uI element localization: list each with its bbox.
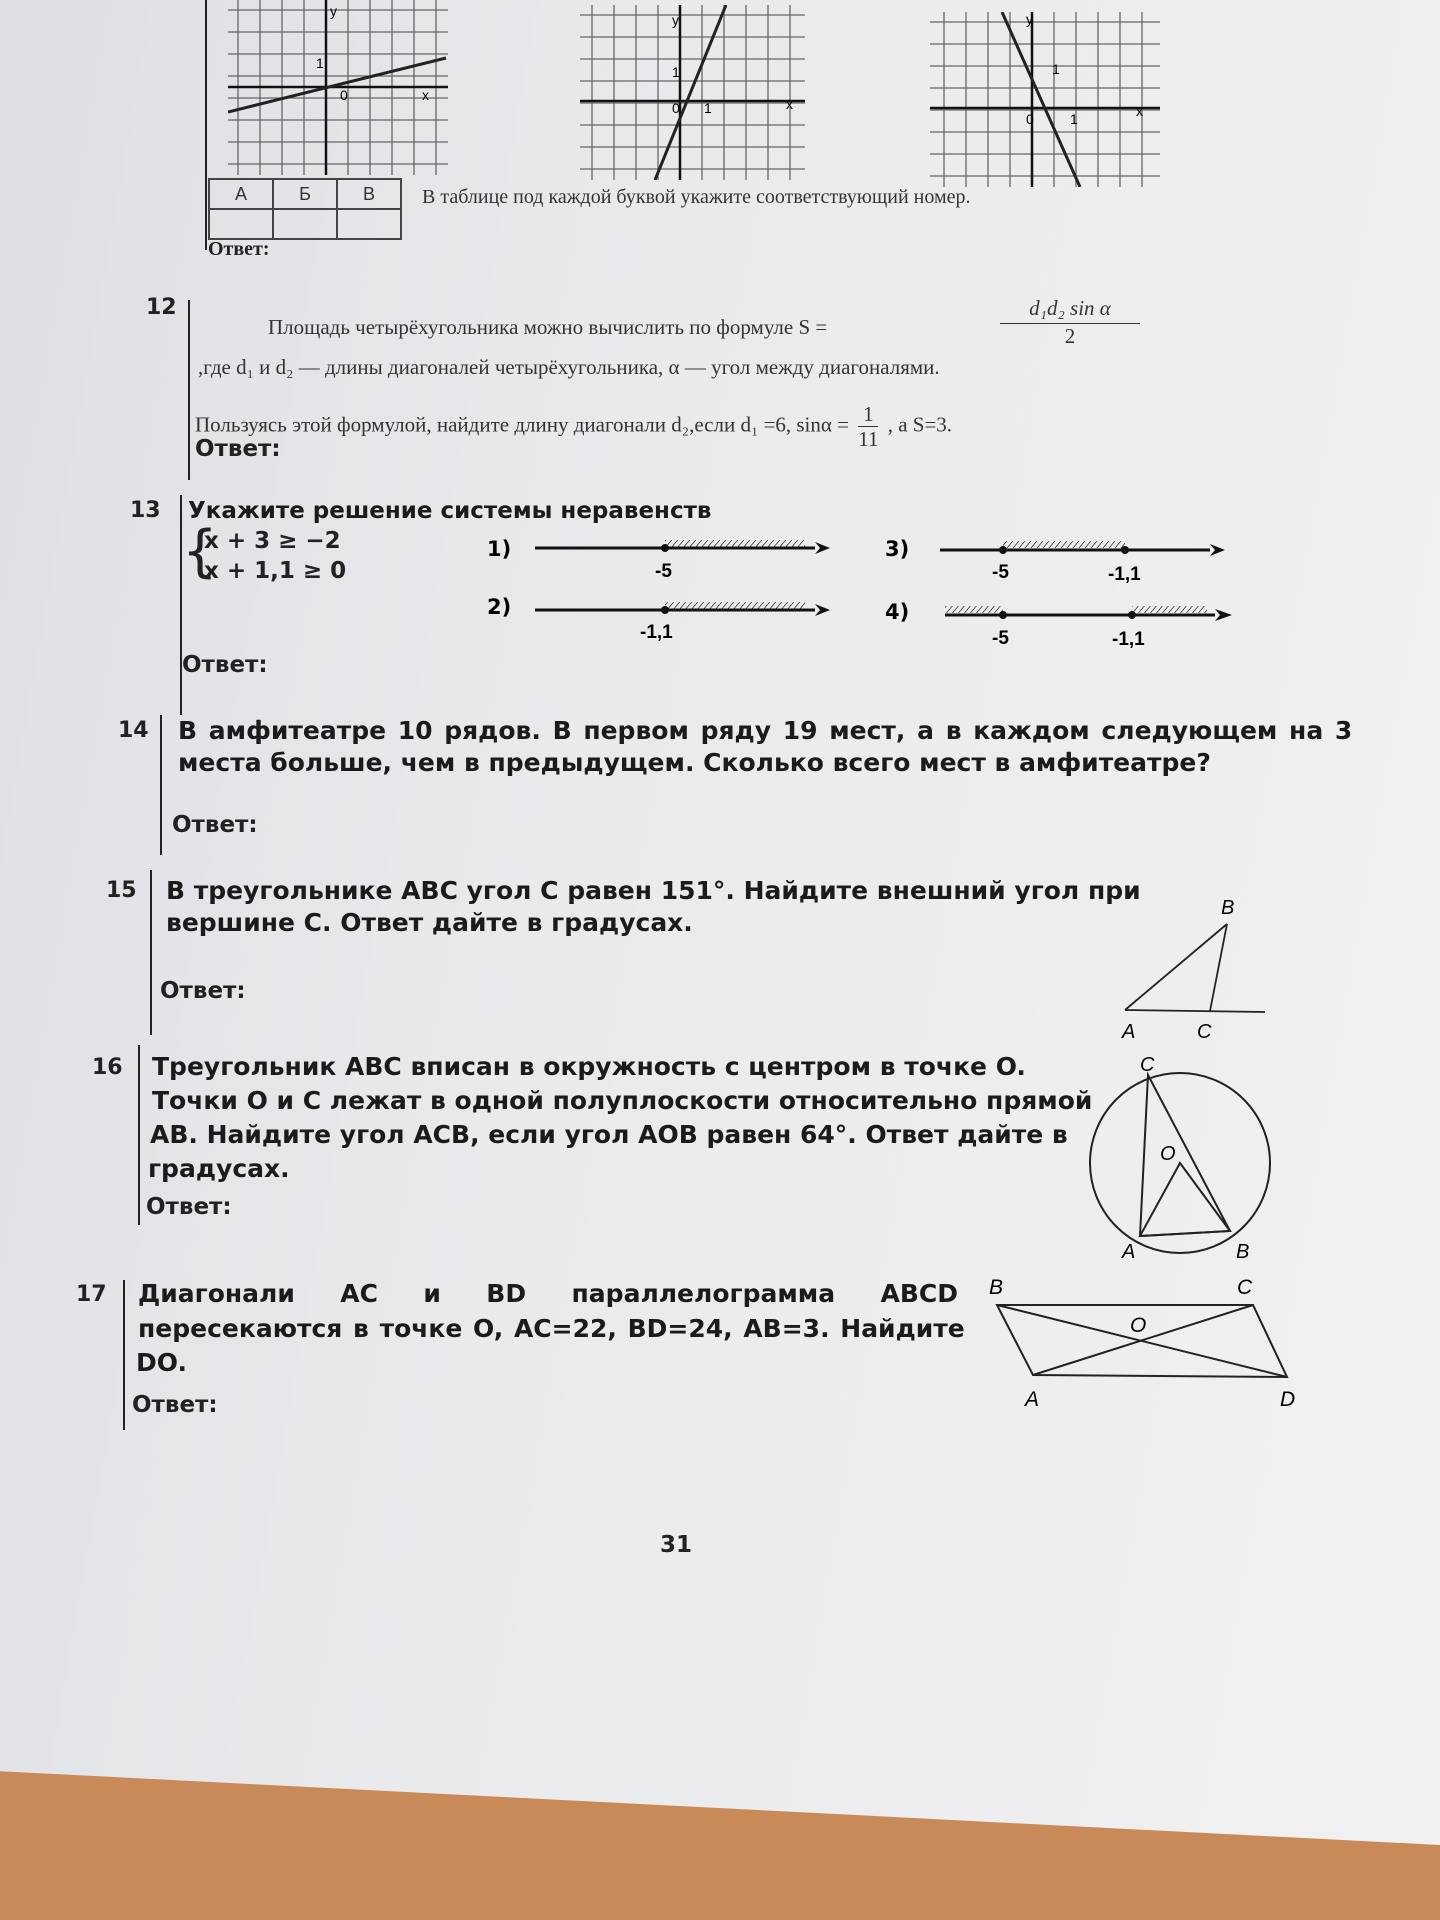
svg-text:B: B: [1236, 1241, 1250, 1263]
q16-line2: Точки O и C лежат в одной полуплоскости относительно прямой: [152, 1086, 1093, 1115]
q13-option-3-label[interactable]: 3): [885, 537, 910, 561]
svg-text:C: C: [1140, 1054, 1155, 1076]
q15-answer-label: Ответ:: [160, 978, 246, 1004]
q12-formula-num: d₁d₂ sin α: [1000, 296, 1140, 324]
svg-text:y: y: [1026, 12, 1033, 27]
q14-answer-label: Ответ:: [172, 812, 258, 838]
svg-text:x: x: [422, 87, 429, 103]
margin-line-12: [188, 300, 190, 480]
q15-line2: вершине C. Ответ дайте в градусах.: [166, 908, 693, 937]
svg-text:-5: -5: [655, 561, 672, 582]
q13-brace: {: [182, 519, 218, 584]
svg-text:1: 1: [1070, 111, 1078, 127]
svg-text:-1,1: -1,1: [640, 622, 673, 643]
svg-text:B: B: [989, 1276, 1004, 1299]
q16-circle-figure: [1080, 1048, 1280, 1268]
q12-line1: Площадь четырёхугольника можно вычислить по формуле S =: [268, 315, 828, 339]
table-cell-v[interactable]: [337, 209, 401, 239]
q13-answer-label: Ответ:: [182, 652, 268, 678]
q12-line3-b: , а S=3.: [887, 412, 953, 437]
svg-text:A: A: [1025, 1388, 1040, 1411]
q13-option-2-label[interactable]: 2): [487, 595, 512, 619]
q11-answer-label: Ответ:: [208, 238, 270, 260]
q14-line1: В амфитеатре 10 рядов. В первом ряду 19 мест, а в каждом следующем на 3: [178, 716, 1353, 745]
q16-answer-label: Ответ:: [146, 1194, 232, 1220]
svg-text:1: 1: [704, 100, 712, 116]
margin-line-top: [205, 0, 207, 250]
q15-line1: В треугольнике ABC угол C равен 151°. Найдите внешний угол при: [166, 876, 1141, 905]
q13-system-line1: x + 3 ≥ −2: [204, 528, 341, 554]
q12-answer-label: Ответ:: [195, 436, 281, 462]
svg-text:0: 0: [340, 87, 348, 103]
q17-answer-label: Ответ:: [132, 1392, 218, 1418]
svg-text:-1,1: -1,1: [1108, 564, 1141, 585]
svg-text:C: C: [1197, 1021, 1212, 1043]
svg-text:1: 1: [316, 55, 324, 71]
q14-number: 14: [118, 718, 149, 743]
svg-text:-5: -5: [992, 628, 1009, 649]
q17-parallelogram-figure: [985, 1272, 1315, 1422]
graph-a: [228, 0, 448, 175]
q16-number: 16: [92, 1055, 123, 1080]
q12-formula: [1000, 296, 1140, 349]
q16-line4: градусах.: [148, 1154, 290, 1183]
q11-instruction: В таблице под каждой буквой укажите соответствующий номер.: [422, 186, 971, 208]
q12-frac-num: 1: [858, 402, 878, 427]
table-header-a: А: [209, 179, 273, 209]
numberline-3: [940, 541, 1225, 585]
svg-text:y: y: [672, 12, 679, 28]
page-number: 31: [660, 1532, 693, 1558]
q13-option-1-label[interactable]: 1): [487, 537, 512, 561]
numberline-1: [535, 540, 830, 582]
table-cell-b[interactable]: [273, 209, 337, 239]
q14-line2: места больше, чем в предыдущем. Сколько всего мест в амфитеатре?: [178, 748, 1211, 777]
q17-line2: пересекаются в точке O, AC=22, BD=24, AB=3. Найдите: [138, 1314, 965, 1343]
graph-c: [930, 12, 1160, 187]
svg-text:-5: -5: [992, 562, 1009, 583]
q15-number: 15: [106, 878, 137, 903]
q13-text: Укажите решение системы неравенств: [188, 498, 712, 524]
q12-line3-a: Пользуясь этой формулой, найдите длину диагонали d₂,если d₁ =6, sinα =: [195, 412, 849, 437]
q13-numberlines: [520, 520, 1240, 655]
svg-text:x: x: [786, 96, 793, 112]
svg-text:-1,1: -1,1: [1112, 629, 1145, 650]
q12-number: 12: [146, 295, 177, 320]
svg-text:1: 1: [672, 64, 680, 80]
q16-line3: AB. Найдите угол ACB, если угол AOB равен 64°. Ответ дайте в: [150, 1120, 1068, 1149]
table-header-b: Б: [273, 179, 337, 209]
table-header-v: В: [337, 179, 401, 209]
q16-line1: Треугольник ABC вписан в окружность с центром в точке O.: [152, 1052, 1026, 1081]
q12-formula-den: 2: [1064, 324, 1076, 348]
q13-system: [182, 519, 347, 586]
q12-fraction: [858, 402, 878, 451]
q12-frac-den: 11: [858, 427, 879, 451]
margin-line-15: [150, 870, 152, 1035]
svg-text:C: C: [1237, 1276, 1253, 1299]
q17-number: 17: [76, 1282, 107, 1307]
svg-text:A: A: [1122, 1021, 1136, 1043]
svg-text:O: O: [1160, 1143, 1176, 1165]
svg-text:0: 0: [1026, 111, 1034, 127]
svg-text:A: A: [1122, 1241, 1136, 1263]
numberline-4: [945, 606, 1232, 650]
svg-text:y: y: [330, 3, 337, 19]
margin-line-17: [123, 1280, 125, 1430]
q12-line3: [195, 402, 952, 451]
numberline-2: [535, 602, 830, 643]
svg-text:O: O: [1130, 1314, 1147, 1337]
margin-line-16: [138, 1045, 140, 1225]
svg-text:B: B: [1221, 897, 1235, 919]
svg-text:D: D: [1280, 1388, 1296, 1411]
graph-b: [580, 5, 805, 180]
q17-line1: Диагонали AC и BD параллелограмма ABCD: [138, 1279, 958, 1308]
q15-triangle-figure: [1105, 890, 1275, 1045]
q13-number: 13: [130, 498, 161, 523]
table-cell-a[interactable]: [209, 209, 273, 239]
q13-system-line2: x + 1,1 ≥ 0: [204, 558, 347, 584]
svg-text:x: x: [1136, 103, 1143, 119]
svg-text:0: 0: [672, 100, 680, 116]
q13-option-4-label[interactable]: 4): [885, 600, 910, 624]
svg-text:1: 1: [1052, 61, 1060, 77]
q17-line3: DO.: [136, 1348, 187, 1377]
q12-line2: ,где d₁ и d₂ — длины диагоналей четырёхугольника, α — угол между диагоналями.: [198, 355, 940, 379]
margin-line-14: [160, 715, 162, 855]
answer-table: [208, 178, 402, 240]
